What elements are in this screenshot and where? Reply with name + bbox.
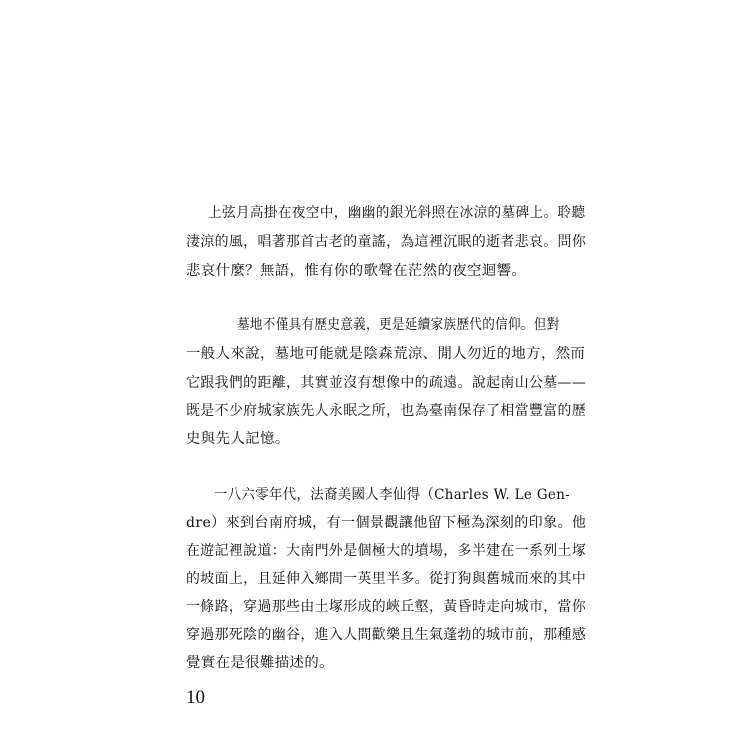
paragraph-1-line-1: 上弦月高掛在夜空中，幽幽的銀光斜照在冰涼的墓碑上。聆聽 — [208, 205, 586, 221]
paragraph-2-line-4: 既是不少府城家族先人永眠之所，也為臺南保存了相當豐富的歷 — [186, 403, 587, 419]
paragraph-2-line-2: 一般人來說，墓地可能就是陰森荒涼、閒人勿近的地方，然而 — [186, 346, 586, 362]
paragraph-1-line-3: 悲哀什麼？無語，惟有你的歌聲在茫然的夜空迴響。 — [186, 263, 527, 279]
paragraph-1-line-2: 淒涼的風，唱著那首古老的童謠，為這裡沉眠的逝者悲哀。問你 — [186, 234, 587, 250]
paragraph-3-line-2: dre）來到台南府城，有一個景觀讓他留下極為深刻的印象。他 — [186, 515, 587, 531]
paragraph-2-line-1: 墓地不僅具有歷史意義，更是延續家族歷代的信仰。但對 — [237, 317, 560, 333]
page-number: 10 — [186, 687, 205, 708]
paragraph-3-line-7: 覺實在是很難描述的。 — [186, 655, 334, 671]
paragraph-3-line-1: 一八六零年代，法裔美國人李仙得（Charles W. Le Gen- — [214, 487, 571, 503]
paragraph-3-line-5: 一條路，穿過那些由土塚形成的峽丘壑，黃昏時走向城市，當你 — [186, 599, 587, 615]
paragraph-2-line-3: 它跟我們的距離，其實並沒有想像中的疏遠。說起南山公墓—— — [186, 375, 587, 391]
paragraph-3-line-3: 在遊記裡說道：大南門外是個極大的墳場，多半建在一系列土塚 — [186, 543, 587, 559]
paragraph-3-line-6: 穿過那死陰的幽谷，進入人間歡樂且生氣蓬勃的城市前，那種感 — [186, 627, 587, 643]
paragraph-3-line-4: 的坡面上，且延伸入鄉間一英里半多。從打狗與舊城而來的其中 — [186, 571, 587, 587]
paragraph-2-line-5: 史與先人記憶。 — [186, 431, 290, 447]
